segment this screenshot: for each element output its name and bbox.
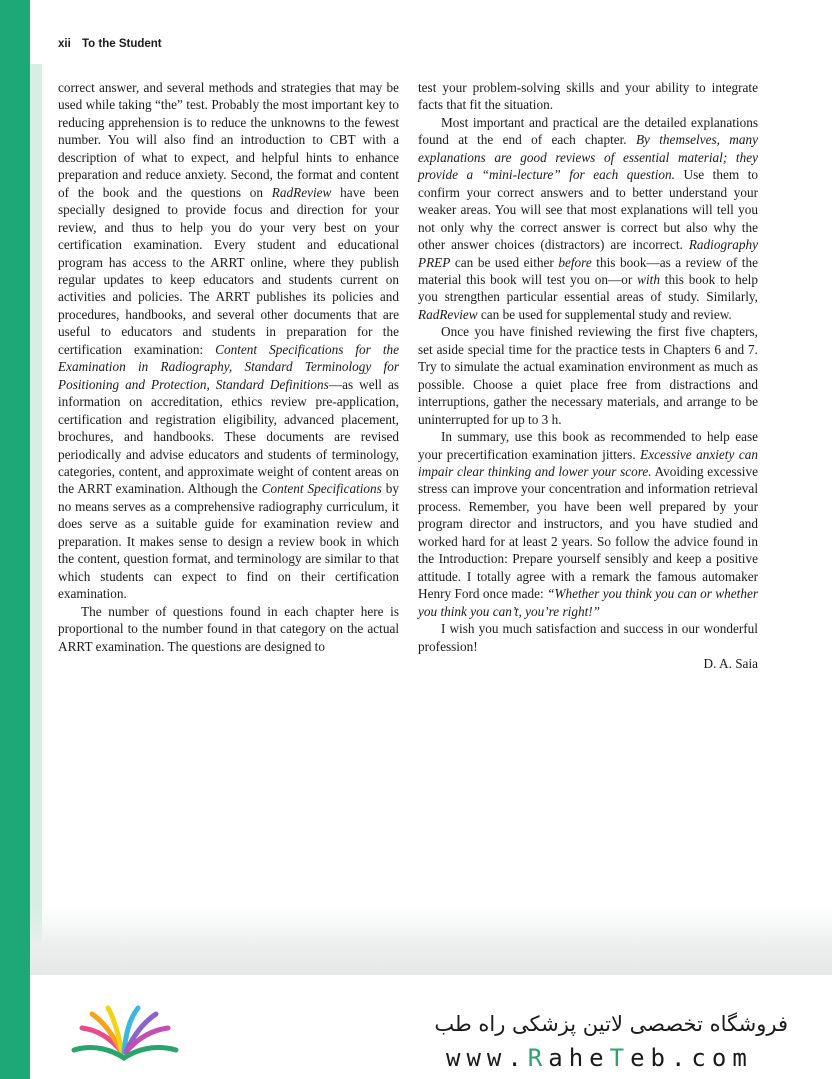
text-run: I wish you much satisfaction and success in our wonderful profession!: [418, 621, 758, 654]
right-column: [418, 79, 758, 672]
left-margin-tint: [30, 64, 42, 944]
italic-run: before: [558, 254, 592, 270]
paragraph: [418, 114, 758, 323]
url-prefix: www.: [446, 1044, 528, 1072]
text-run: In summary, use this book as recommended to help ease your precertification examination jitters.: [418, 429, 758, 462]
text-run: —as well as information on accreditation, ethics review pre-application, certification and registration eligibility, advanced placement, brochures, and handbooks. These documents are revised periodically and advise educators and students of terminology, categories, content, and approximate weight of content areas on the ARRT examination. Although the: [58, 376, 399, 497]
store-name: فروشگاه تخصصی لاتین پزشکی راه طب: [434, 1012, 788, 1036]
text-run: can be used for supplemental study and review.: [477, 306, 732, 322]
text-run: by no means serves as a comprehensive radiography curriculum, it does serve as a suitable guide for examination review and preparation. It makes sense to design a review book in which the content, question format, and terminology are similar to that which students can expect to find on their certification examination.: [58, 481, 400, 602]
text-run: correct answer, and several methods and strategies that may be used while taking “the” test. Probably the most important key to reducing apprehension is to reduce the unknowns to the fewest number. You will also find an introduction to CBT with a description of what to expect, and helpful hints to enhance preparation and reduce anxiety. Second, the format and content of the book and the questions on: [58, 80, 399, 200]
italic-run: “Whether you think you can or whether you think you can’t, you’re right!”: [418, 586, 758, 619]
paragraph: [418, 620, 758, 655]
url-letter-t: T: [609, 1044, 631, 1072]
italic-run: Excessive anxiety can impair clear thinking and lower your score.: [418, 446, 758, 479]
italic-run: Content Specifications: [261, 481, 382, 497]
text-run: this book to help you strengthen particular essential areas of study. Similarly,: [418, 271, 758, 305]
text-run: The number of questions found in each chapter here is proportional to the number found in that category on the actual ARRT examination. The questions are designed to: [58, 603, 399, 654]
text-run: Use them to confirm your correct answers and to better understand your weaker areas. You will see that most explanations will tell you not only why the correct answer is correct but also why the other answer choices (distractors) are incorrect.: [418, 167, 759, 253]
url-part-eb: eb: [630, 1044, 671, 1072]
page-number: xii: [58, 38, 71, 50]
paragraph: [418, 323, 758, 428]
italic-run: with: [637, 271, 660, 287]
text-run: can be used either: [450, 254, 559, 270]
paragraph: [418, 79, 758, 114]
paragraph: [418, 428, 758, 620]
running-title: To the Student: [82, 38, 162, 50]
store-url: [446, 1044, 753, 1072]
url-letter-r: R: [527, 1044, 549, 1072]
text-run: Avoiding excessive stress can improve your concentration and information retrieval process. Remember, you have been well prepared by your program director and instructors, and you have studied and worked hard for at least 2 years. So follow the advice found in the Introduction: Prepare yourself sensibly and keep a positive attitude. I totally agree with a remark the famous automaker Henry Ford once made:: [418, 463, 758, 602]
italic-run: Radiography PREP: [418, 237, 758, 270]
italic-run: RadReview: [271, 184, 332, 200]
text-run: Once you have finished reviewing the first five chapters, set aside special time for the practice tests in Chapters 6 and 7. Try to simulate the actual examination environment as much as possible. Choose a quiet place free from distractions and interruptions, gather the necessary materials, and arrange to be uninterrupted for up to 3 h.: [418, 324, 758, 427]
italic-run: RadReview: [418, 306, 478, 322]
italic-run: By themselves, many explanations are good reviews of essential material; they provide a “mini-lecture” for each question.: [418, 132, 758, 183]
text-run: have been specially designed to provide focus and direction for your review, and thus to help you do your very best on your certification examination. Every student and educational program has access to the ARRT online, where they publish regular updates to keep educators and students current on activities and policies. The ARRT publishes its policies and procedures, handbooks, and several other documents that are useful to educators and students in preparation for the certification examination:: [58, 184, 399, 357]
text-run: test your problem-solving skills and your ability to integrate facts that fit the situation.: [418, 80, 758, 113]
left-margin-band: [0, 0, 30, 1079]
left-column: [58, 79, 399, 655]
text-run: Most important and practical are the detailed explanations found at the end of each chapter.: [418, 114, 758, 148]
text-run: this book—as a review of the material this book will test you on—or: [418, 254, 758, 287]
paragraph: [58, 603, 399, 655]
author-signature: D. A. Saia: [703, 655, 758, 671]
url-part-ahe: ahe: [548, 1044, 610, 1072]
page-bottom-shadow: [30, 905, 832, 975]
italic-run: Content Specifications for the Examination in Radiography, Standard Terminology for Positioning and Protection, Standard Definitions: [58, 341, 400, 392]
paragraph: [58, 79, 399, 603]
book-logo-icon: [60, 1000, 190, 1070]
running-header: [58, 38, 162, 50]
url-suffix: .com: [670, 1044, 753, 1072]
